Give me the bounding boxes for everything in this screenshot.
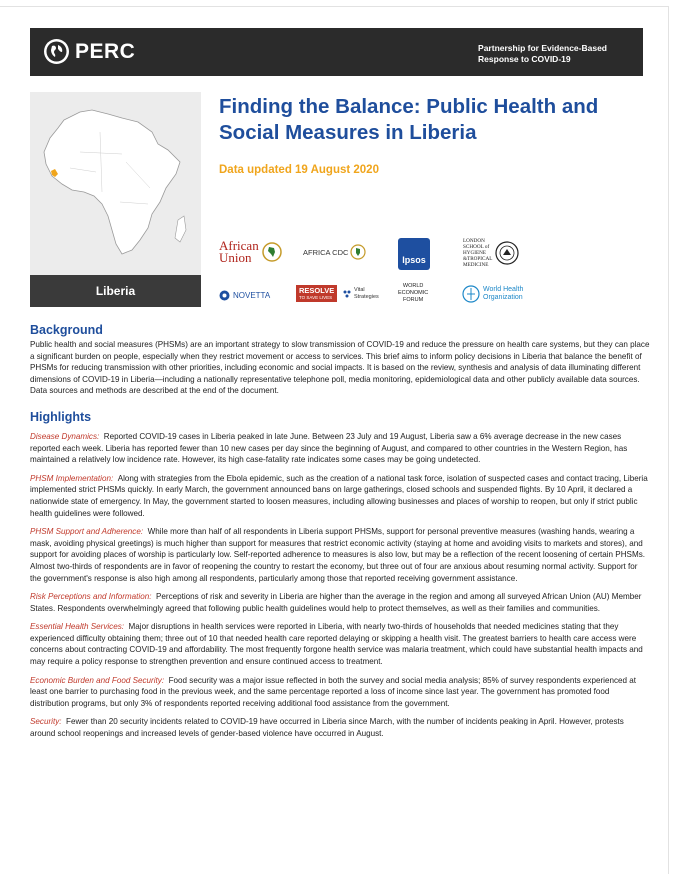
page-border-top [0,6,668,7]
highlights-heading: Highlights [30,409,92,424]
highlight-text: Reported COVID-19 cases in Liberia peaked in late June. Between 23 July and 19 August, Liberia saw a 6% average decrease in the new cases reported each week. Liberia has reported fewer than 10 new cases per day since the beginning of August, and compared to other countries in the Western Region, has maintained a relatively low incidence rate. However, its high case-fatality rate indicates some cases may be going undetected. [30,431,628,465]
header-banner [30,28,643,76]
highlight-text: Along with strategies from the Ebola epidemic, such as the creation of a national task force, isolation of suspected cases and contact tracing, Liberia implemented strict PHSMs quickly. In early March, the government announced bans on large gatherings, closed schools and suspended flights. By 10 April, it declared a nationwide state of emergency. In May, the government started to loosen measures, including allowing businesses and places of worship to reopen, but only if strict public health guidelines were followed. [30,473,648,518]
highlight-text: Major disruptions in health services were reported in Liberia, with nearly two-thirds of households that needed medicines stating that they experienced difficulty obtaining them; three out of 10 that needed health care reported delaying or skipping a health visit. The greatest barriers to health care access were concerns about contracting COVID-19 and affordability. The most frequently forgone health service was malaria treatment, which could have substantial health impacts and may require a policy response to strengthen prevention and ensure continued access to treatment. [30,622,643,667]
page-title: Finding the Balance: Public Health and Social Measures in Liberia [219,95,599,144]
lshtm-crest-icon [495,241,519,265]
background-text: Public health and social measures (PHSMs) are an important strategy to slow transmission of COVID-19 and reduce the pressure on health care systems, but they can place a significant burden on people, especially when they restrict movement or access to services. This brief aims to inform policy decisions in Liberia that balance the benefit of PHSMs for reducing transmission with other priorities, including economic and social impacts. It is based on the review, synthesis and analysis of data illuminating different dimensions of COVID-19 in Liberia—including a nationally representative telephone poll, media monitoring, epidemiological data and other publicly available data sources. Data sources and methods are described at the end of the document. [30,340,650,396]
document-body [30,323,650,740]
highlight-disease-dynamics [30,431,650,466]
highlight-label: Economic Burden and Food Security: [30,675,165,685]
vital-mark-icon [342,289,352,299]
background-heading: Background [30,323,103,337]
date-updated: Data updated 19 August 2020 [219,164,379,176]
ipsos-logo: Ipsos [398,238,430,270]
highlight-label: PHSM Support and Adherence: [30,527,144,537]
tagline: Partnership for Evidence-Based Response to COVID-19 [478,43,607,64]
highlight-phsm-support [30,526,650,584]
globe-icon [44,39,69,64]
highlight-label: Disease Dynamics: [30,431,100,441]
who-logo: World Health Organization [462,285,523,303]
highlight-security [30,716,650,739]
country-label: Liberia [30,275,201,307]
logo-text: PERC [75,39,136,63]
highlight-text: While more than half of all respondents in Liberia support PHSMs, support for personal preventive measures (washing hands, wearing a mask, avoiding physical greetings) is much higher than support for measures that restrict economic activity (staying at home and avoiding visits to markets and stores), and support for avoiding places of worship is particularly low. Self-reported adherence to measures is also low, but may be a reflection of the recent loosening of certain PHSMs. Almost two-thirds of respondents are in favor of reopening the country to restart the economy, but three out of four are anxious about resuming normal activity. Support for the government's response is also high among all respondents, particularly among those that reported receiving government assistance. [30,527,645,583]
perc-logo [44,39,135,64]
novetta-mark-icon [219,290,230,301]
cdc-emblem-icon [350,244,366,260]
africa-cdc-logo: AFRICA CDC [303,244,366,260]
au-emblem-icon [262,242,282,262]
wef-logo: WORLD ECONOMIC FORUM [398,283,429,303]
highlight-essential-health [30,621,650,667]
lshtm-logo: LONDON SCHOOL of HYGIENE &TROPICAL MEDICINE [463,238,519,268]
novetta-logo: NOVETTA [219,290,270,301]
highlight-phsm-implementation [30,473,650,519]
highlight-text: Food security was a major issue reflected in both the survey and social media analysis; 85% of survey respondents experienced at least one barrier to purchasing food in the previous week, and the same percentage reported a loss of income since last year. The government has promoted food distribution programs, but only 3% of respondents reported receiving additional food assistance from the government. [30,675,637,708]
highlight-text: Perceptions of risk and severity in Liberia are higher than the average in the region and among all surveyed African Union (AU) Member States. Respondents overwhelmingly agreed that following public health guidelines would help to protect themselves, as well as their families and communities. [30,592,642,613]
page-border-right [668,6,669,874]
african-union-logo: African Union [219,240,282,264]
highlight-label: Essential Health Services: [30,622,125,632]
highlight-risk-perceptions [30,591,650,614]
highlight-text: Fewer than 20 security incidents related to COVID-19 have occurred in Liberia since March, with the number of incidents peaking in April. However, protests around school reopenings and increased levels of gender-based violence have occurred in August. [30,717,624,739]
highlight-label: Risk Perceptions and Information: [30,592,152,602]
who-emblem-icon [462,285,480,303]
highlight-label: Security: [30,717,62,727]
africa-map-icon [30,92,201,275]
resolve-logo: RESOLVE TO SAVE LIVES [296,285,337,302]
africa-map [30,92,201,275]
highlight-economic-burden [30,675,650,710]
highlight-label: PHSM Implementation: [30,473,114,483]
vital-strategies-logo: Vital Strategies [342,287,379,300]
